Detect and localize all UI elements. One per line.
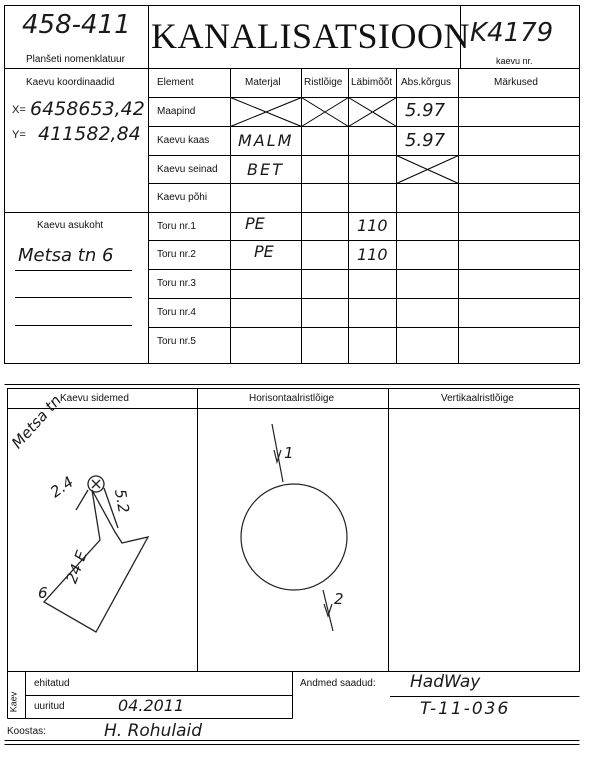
well-footer-label: Kaev (8, 691, 19, 713)
links-title: Kaevu sidemed (60, 393, 129, 404)
form-title: KANALISATSIOON (151, 16, 470, 56)
compiled-value: H. Rohulaid (104, 721, 203, 741)
col-notes: Märkused (494, 77, 538, 88)
coord-y-prefix: Y= (12, 129, 26, 141)
data-from-value: HadWay (410, 672, 481, 692)
street-label: Metsa tn (8, 391, 66, 453)
row-element: Kaevu seinad (157, 164, 218, 175)
row-element: Maapind (157, 106, 196, 117)
pipe2-label: 2 (334, 590, 344, 608)
col-height: Abs.kõrgus (401, 77, 452, 88)
house-label: 24 E (62, 548, 91, 586)
kaas-height: 5.97 (405, 130, 446, 151)
horizontal-section (241, 424, 347, 631)
row-element: Kaevu põhi (157, 192, 208, 203)
surveyed-label: uuritud (34, 701, 65, 712)
coord-x-prefix: X= (12, 104, 26, 116)
plan-code: 458-411 (22, 10, 131, 40)
toru1-material: PE (245, 214, 265, 233)
vertical-title: Vertikaalristlõige (441, 393, 514, 404)
row-element: Toru nr.1 (157, 221, 196, 232)
location-label: Kaevu asukoht (37, 220, 104, 231)
location-address: Metsa tn 6 (18, 245, 114, 266)
toru2-diameter: 110 (357, 245, 388, 264)
col-element: Element (157, 77, 194, 88)
row-element: Toru nr.4 (157, 307, 196, 318)
toru1-diameter: 110 (357, 216, 388, 235)
dim-left: 2.4 (46, 472, 77, 502)
coords-label: Kaevu koordinaadid (26, 77, 115, 88)
row-element: Toru nr.5 (157, 336, 196, 347)
toru2-material: PE (254, 242, 274, 261)
coord-x-value: 6458653,42 (30, 98, 145, 120)
row-element: Toru nr.3 (157, 278, 196, 289)
horizontal-title: Horisontaalristlõige (249, 393, 335, 404)
row-element: Toru nr.2 (157, 249, 196, 260)
surveyed-value: 04.2011 (118, 696, 185, 715)
coord-y-value: 411582,84 (38, 123, 141, 145)
dim-right: 5.2 (110, 487, 133, 515)
well-number-label: kaevu nr. (496, 56, 533, 66)
pipe1-label: 1 (284, 444, 294, 462)
well-number: K4179 (470, 18, 554, 48)
plan-label: Planšeti nomenklatuur (26, 54, 125, 65)
data-from-label: Andmed saadud: (300, 678, 376, 689)
built-label: ehitatud (34, 678, 70, 689)
col-material: Materjal (245, 77, 281, 88)
seinad-material: BET (247, 160, 284, 179)
row-element: Kaevu kaas (157, 135, 210, 146)
kaas-material: MALM (238, 131, 294, 150)
col-diameter: Läbimõõt (351, 77, 393, 88)
compiled-label: Koostas: (7, 726, 46, 737)
maapind-height: 5.97 (405, 100, 446, 121)
data-reference: T-11-036 (420, 699, 511, 719)
house-number: 6 (38, 584, 48, 602)
col-cross: Ristlõige (304, 77, 343, 88)
